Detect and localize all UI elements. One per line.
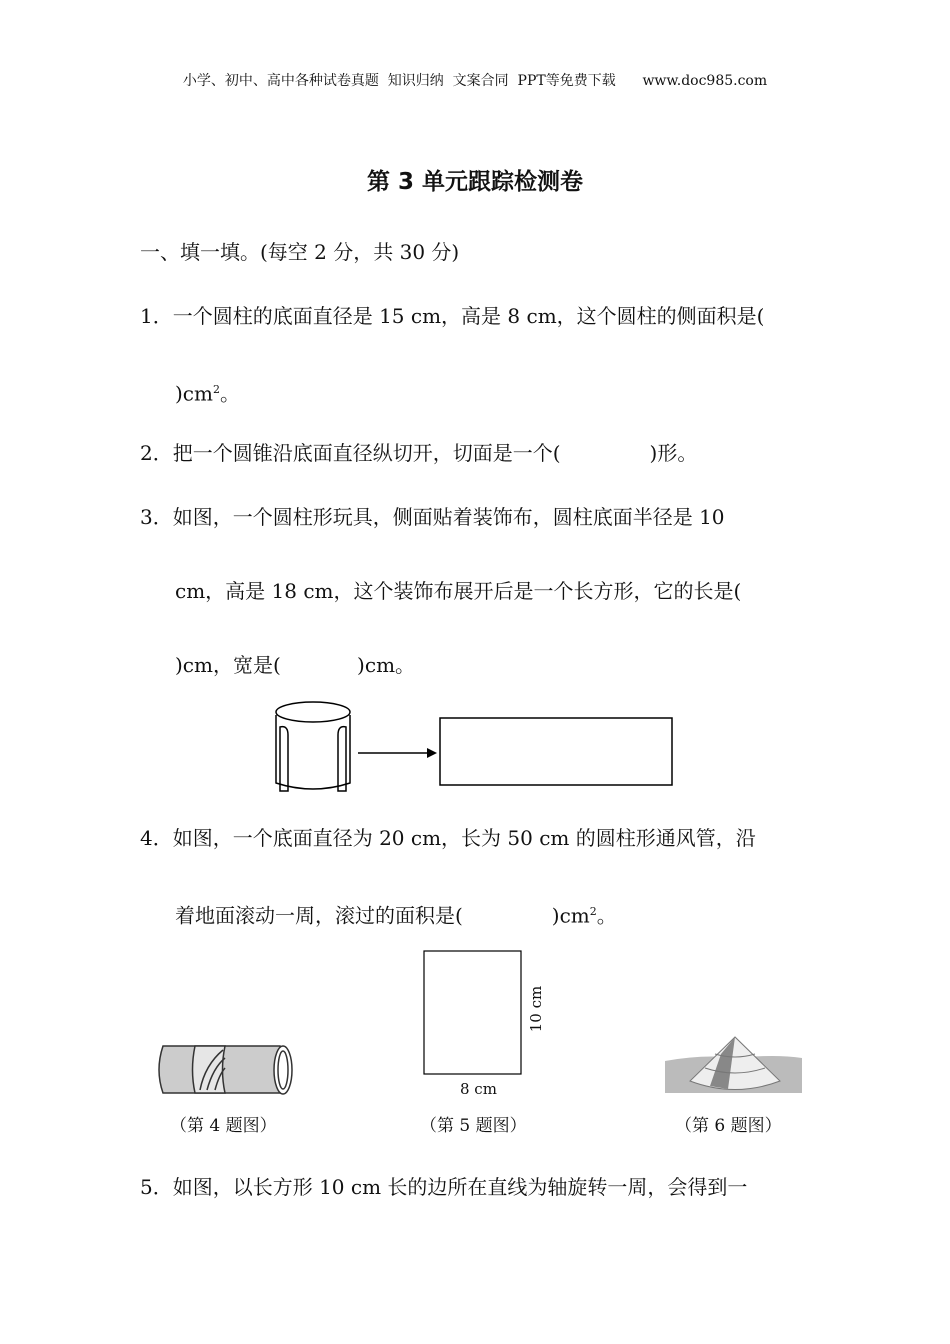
q4-line1: 4．如图，一个底面直径为 20 cm，长为 50 cm 的圆柱形通风管，沿 xyxy=(140,826,756,850)
caption-fig6: （第 6 题图） xyxy=(675,1116,782,1136)
q5-line1: 5．如图，以长方形 10 cm 长的边所在直线为轴旋转一周，会得到一 xyxy=(140,1175,748,1199)
unrolled-rectangle xyxy=(440,718,672,785)
q1-line1: 1．一个圆柱的底面直径是 15 cm，高是 8 cm，这个圆柱的侧面积是( xyxy=(140,304,765,328)
fig5-height-label: 10 cm xyxy=(527,985,546,1033)
q1-sup: 2 xyxy=(212,383,220,396)
header-text: 小学、初中、高中各种试卷真题 知识归纳 文案合同 PPT等免费下载 xyxy=(182,73,616,89)
section-heading: 一、填一填。(每空 2 分，共 30 分) xyxy=(140,240,460,264)
q2-line1: 2．把一个圆锥沿底面直径纵切开，切面是一个( )形。 xyxy=(140,441,698,465)
q4-end: 。 xyxy=(596,903,617,928)
page-title: 第 3 单元跟踪检测卷 xyxy=(366,169,584,195)
q1-line2 xyxy=(175,378,240,406)
q3-line3: )cm，宽是( )cm。 xyxy=(175,653,416,677)
caption-fig5: （第 5 题图） xyxy=(420,1116,527,1136)
q3-line2: cm，高是 18 cm，这个装饰布展开后是一个长方形，它的长是( xyxy=(175,579,742,603)
q4-text: 着地面滚动一周，滚过的面积是( )cm xyxy=(175,903,590,928)
caption-fig4: （第 4 题图） xyxy=(170,1116,277,1136)
page-header xyxy=(0,70,950,90)
q1-end: 。 xyxy=(219,381,240,406)
q4-sup: 2 xyxy=(589,905,597,918)
q3-figure xyxy=(270,695,680,795)
header-url: www.doc985.com xyxy=(642,73,768,89)
q4-line2 xyxy=(175,900,617,928)
q1-text: )cm xyxy=(175,381,213,406)
fig5-width-label: 8 cm xyxy=(460,1080,497,1098)
fig4-pipe xyxy=(155,1040,300,1100)
cylinder-top xyxy=(276,702,350,722)
fig6-cone xyxy=(665,1036,805,1096)
q3-line1: 3．如图，一个圆柱形玩具，侧面贴着装饰布，圆柱底面半径是 10 xyxy=(140,505,725,529)
